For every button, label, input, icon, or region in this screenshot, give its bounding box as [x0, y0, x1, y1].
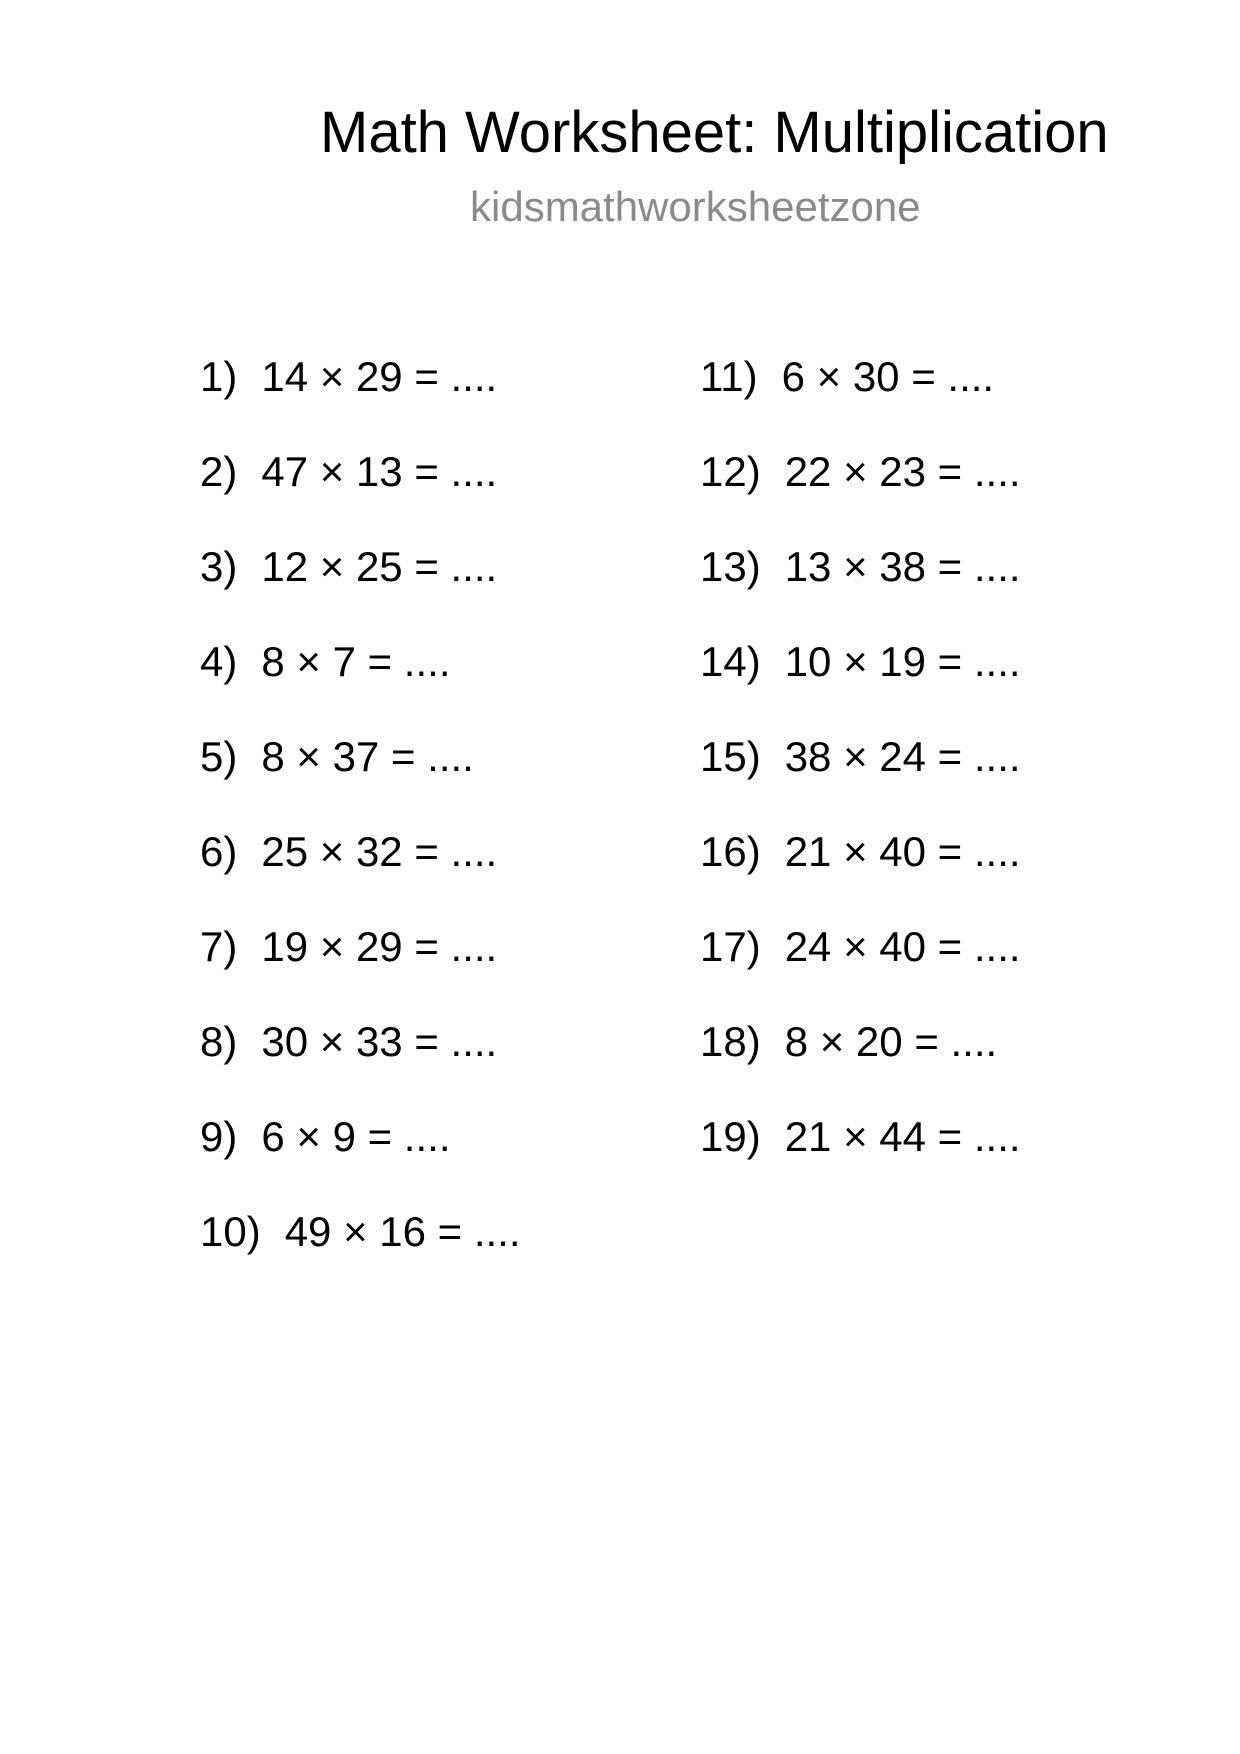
problem-item — [700, 1015, 1021, 1110]
problem-item — [700, 920, 1021, 1015]
problem-expression: 22 × 23 = .... — [784, 448, 1021, 495]
problem-expression: 21 × 44 = .... — [784, 1113, 1021, 1160]
problem-expression: 21 × 40 = .... — [784, 828, 1021, 875]
problem-expression: 25 × 32 = .... — [261, 828, 498, 875]
problem-item — [200, 1205, 521, 1300]
problem-expression: 8 × 37 = .... — [261, 733, 474, 780]
problem-number: 18) — [700, 1018, 761, 1065]
problem-expression: 13 × 38 = .... — [784, 543, 1021, 590]
page-title: Math Worksheet: Multiplication — [320, 100, 1109, 165]
problem-item — [700, 1110, 1021, 1205]
problem-number: 15) — [700, 733, 761, 780]
problem-item — [700, 730, 1021, 825]
problem-item — [700, 635, 1021, 730]
problem-expression: 19 × 29 = .... — [261, 923, 498, 970]
problem-number: 7) — [200, 923, 238, 970]
problem-item — [700, 350, 1021, 445]
problem-number: 9) — [200, 1113, 238, 1160]
problem-item — [700, 540, 1021, 635]
problem-item — [200, 730, 521, 825]
problem-list-left — [200, 350, 521, 1300]
problem-item — [200, 825, 521, 920]
page-subtitle: kidsmathworksheetzone — [470, 183, 921, 230]
problem-item — [200, 635, 521, 730]
problem-expression: 10 × 19 = .... — [784, 638, 1021, 685]
problem-expression: 47 × 13 = .... — [261, 448, 498, 495]
problem-number: 19) — [700, 1113, 761, 1160]
problem-item — [200, 445, 521, 540]
problem-number: 4) — [200, 638, 238, 685]
problem-expression: 14 × 29 = .... — [261, 353, 498, 400]
problem-expression: 49 × 16 = .... — [284, 1208, 521, 1255]
problem-number: 5) — [200, 733, 238, 780]
problem-expression: 30 × 33 = .... — [261, 1018, 498, 1065]
problem-number: 6) — [200, 828, 238, 875]
problem-expression: 6 × 30 = .... — [781, 353, 995, 400]
problem-expression: 38 × 24 = .... — [784, 733, 1021, 780]
problem-item — [700, 445, 1021, 540]
problem-number: 10) — [200, 1208, 261, 1255]
problem-number: 3) — [200, 543, 238, 590]
problem-expression: 8 × 20 = .... — [784, 1018, 998, 1065]
problem-item — [200, 920, 521, 1015]
problem-number: 8) — [200, 1018, 238, 1065]
problem-item — [200, 1015, 521, 1110]
problem-item — [200, 540, 521, 635]
problem-expression: 8 × 7 = .... — [261, 638, 451, 685]
problem-number: 1) — [200, 353, 238, 400]
problem-number: 13) — [700, 543, 761, 590]
problem-number: 14) — [700, 638, 761, 685]
problem-number: 11) — [700, 353, 758, 400]
problem-expression: 24 × 40 = .... — [784, 923, 1021, 970]
problem-item — [200, 1110, 521, 1205]
problem-list-right — [700, 350, 1021, 1205]
problem-number: 12) — [700, 448, 761, 495]
problem-number: 2) — [200, 448, 238, 495]
problem-number: 16) — [700, 828, 761, 875]
problem-item — [200, 350, 521, 445]
problem-expression: 6 × 9 = .... — [261, 1113, 451, 1160]
problem-item — [700, 825, 1021, 920]
problem-expression: 12 × 25 = .... — [261, 543, 498, 590]
problem-number: 17) — [700, 923, 761, 970]
